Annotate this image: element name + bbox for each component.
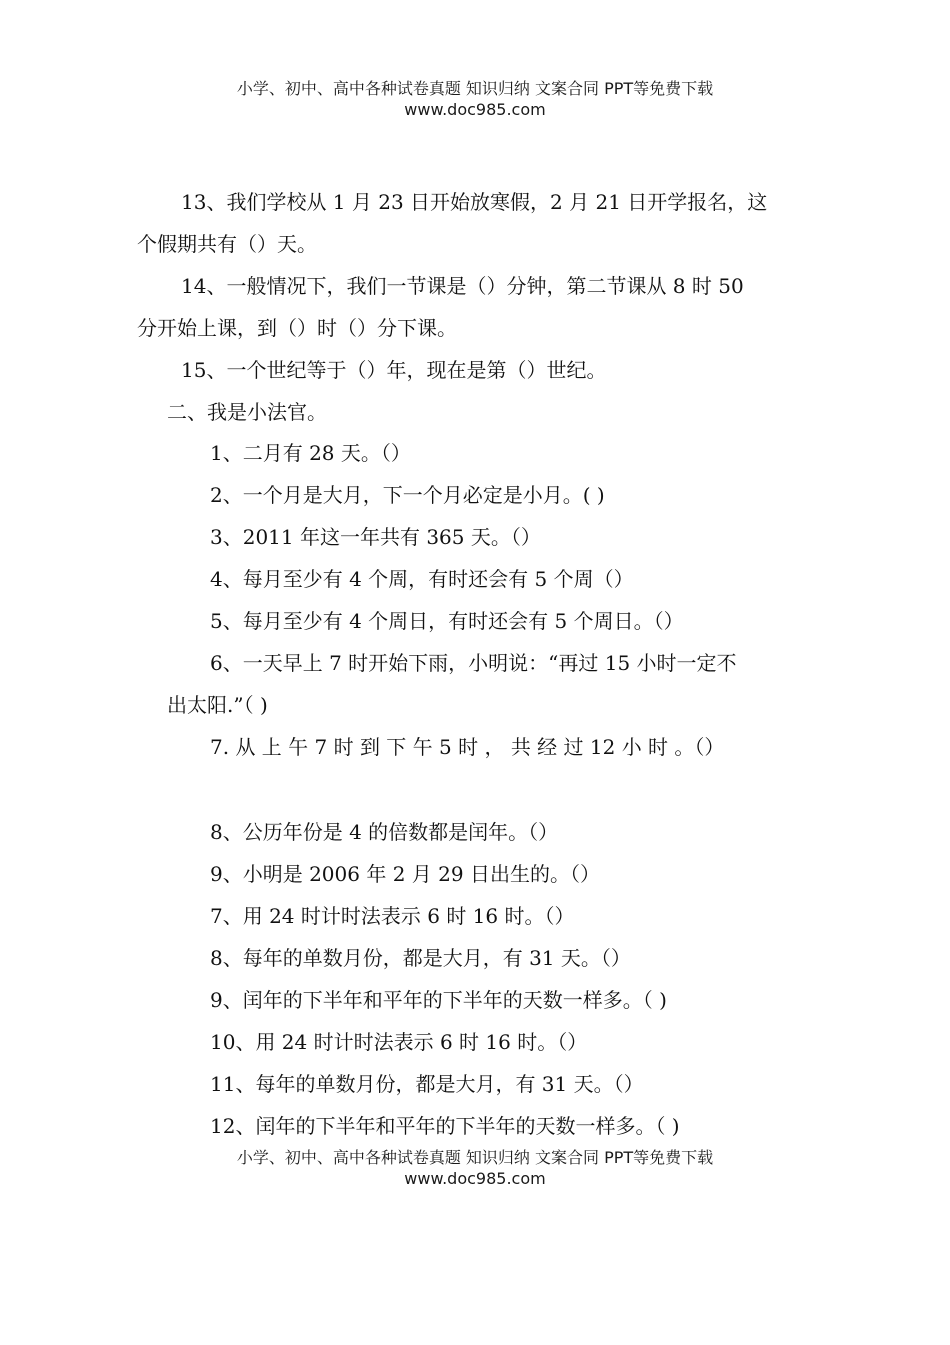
judge-item: 3、2011 年这一年共有 365 天。（） [210, 525, 541, 549]
judge-item: 1、二月有 28 天。（） [210, 441, 411, 465]
judge-item: 5、每月至少有 4 个周日，有时还会有 5 个周日。（） [210, 609, 684, 633]
question-14-line-2: 分开始上课，到（）时（）分下课。 [137, 316, 457, 340]
question-13-line-2: 个假期共有（）天。 [137, 232, 317, 256]
header-url: www.doc985.com [404, 100, 546, 119]
judge-item: 11、每年的单数月份，都是大月，有 31 天。（） [210, 1072, 644, 1096]
judge-item: 7、用 24 时计时法表示 6 时 16 时。（） [210, 904, 575, 928]
footer-url: www.doc985.com [404, 1169, 546, 1188]
judge-item: 7. 从 上 午 7 时 到 下 午 5 时 ， 共 经 过 12 小 时 。（） [210, 735, 725, 759]
question-13-line-1: 13、我们学校从 1 月 23 日开始放寒假，2 月 21 日开学报名，这 [181, 190, 768, 214]
judge-item: 9、小明是 2006 年 2 月 29 日出生的。（） [210, 862, 600, 886]
judge-item: 4、每月至少有 4 个周，有时还会有 5 个周（） [210, 567, 634, 591]
judge-item: 6、一天早上 7 时开始下雨，小明说：“再过 15 小时一定不 [210, 651, 737, 675]
footer-line-1: 小学、初中、高中各种试卷真题 知识归纳 文案合同 PPT等免费下载 [236, 1148, 714, 1167]
judge-item: 8、每年的单数月份，都是大月，有 31 天。（） [210, 946, 631, 970]
judge-item: 2、一个月是大月，下一个月必定是小月。( ) [210, 483, 605, 507]
page-header [0, 78, 950, 120]
section-2-title: 二、我是小法官。 [167, 400, 327, 424]
question-15: 15、一个世纪等于（）年，现在是第（）世纪。 [181, 358, 607, 382]
page-footer [0, 1147, 950, 1189]
question-14-line-1: 14、一般情况下，我们一节课是（）分钟，第二节课从 8 时 50 [181, 274, 744, 298]
judge-item: 12、闰年的下半年和平年的下半年的天数一样多。（ ) [210, 1114, 680, 1138]
judge-item-continuation: 出太阳.”（ ) [167, 693, 268, 717]
judge-item: 9、闰年的下半年和平年的下半年的天数一样多。（ ) [210, 988, 667, 1012]
judge-item: 8、公历年份是 4 的倍数都是闰年。（） [210, 820, 559, 844]
judge-item: 10、用 24 时计时法表示 6 时 16 时。（） [210, 1030, 588, 1054]
header-line-1: 小学、初中、高中各种试卷真题 知识归纳 文案合同 PPT等免费下载 [236, 79, 714, 98]
